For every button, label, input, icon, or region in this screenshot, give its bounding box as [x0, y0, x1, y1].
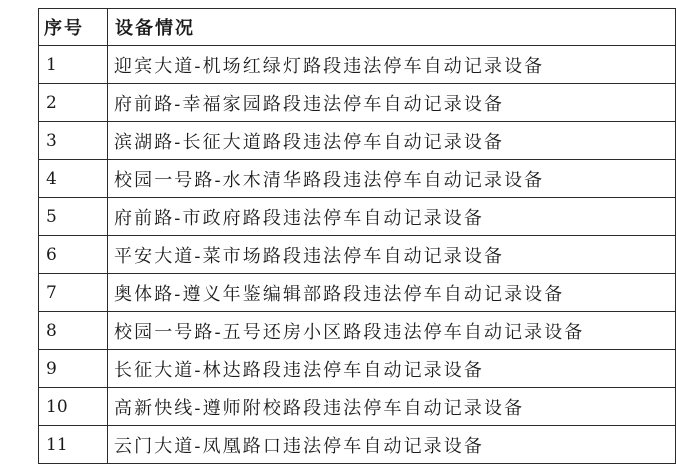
row-equipment-description: 府前路-市政府路段违法停车自动记录设备 [108, 198, 676, 236]
header-serial-number: 序号 [39, 9, 108, 46]
header-equipment-status: 设备情况 [108, 9, 676, 46]
row-equipment-description: 长征大道-林达路段违法停车自动记录设备 [108, 350, 676, 388]
equipment-table [38, 8, 676, 464]
table-row [39, 160, 676, 198]
row-equipment-description: 府前路-幸福家园路段违法停车自动记录设备 [108, 84, 676, 122]
row-equipment-description: 滨湖路-长征大道路段违法停车自动记录设备 [108, 122, 676, 160]
table-row [39, 312, 676, 350]
row-serial-number: 5 [39, 198, 108, 236]
row-equipment-description: 云门大道-凤凰路口违法停车自动记录设备 [108, 426, 676, 464]
row-serial-number: 4 [39, 160, 108, 198]
table-row [39, 122, 676, 160]
row-serial-number: 1 [39, 46, 108, 84]
table-row [39, 198, 676, 236]
row-equipment-description: 校园一号路-水木清华路段违法停车自动记录设备 [108, 160, 676, 198]
table-row [39, 274, 676, 312]
row-serial-number: 7 [39, 274, 108, 312]
row-serial-number: 3 [39, 122, 108, 160]
table-row [39, 350, 676, 388]
row-equipment-description: 高新快线-遵师附校路段违法停车自动记录设备 [108, 388, 676, 426]
table-row [39, 84, 676, 122]
row-equipment-description: 奥体路-遵义年鉴编辑部路段违法停车自动记录设备 [108, 274, 676, 312]
row-serial-number: 8 [39, 312, 108, 350]
row-serial-number: 10 [39, 388, 108, 426]
table-row [39, 426, 676, 464]
row-serial-number: 6 [39, 236, 108, 274]
table-row [39, 236, 676, 274]
row-serial-number: 9 [39, 350, 108, 388]
row-serial-number: 2 [39, 84, 108, 122]
row-serial-number: 11 [39, 426, 108, 464]
table-row [39, 388, 676, 426]
row-equipment-description: 平安大道-菜市场路段违法停车自动记录设备 [108, 236, 676, 274]
row-equipment-description: 校园一号路-五号还房小区路段违法停车自动记录设备 [108, 312, 676, 350]
table-header-row [39, 9, 676, 46]
table-row [39, 46, 676, 84]
row-equipment-description: 迎宾大道-机场红绿灯路段违法停车自动记录设备 [108, 46, 676, 84]
